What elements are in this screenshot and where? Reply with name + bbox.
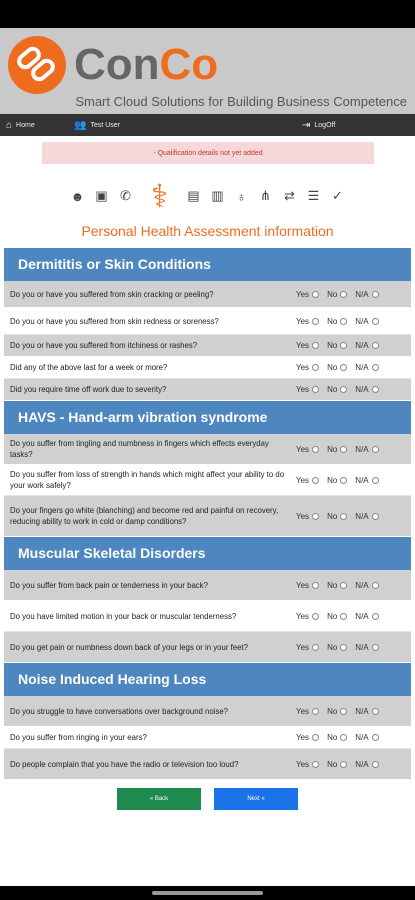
radio-yes[interactable] [312, 386, 319, 393]
radio-yes[interactable] [312, 708, 319, 715]
question-text: Do you get pain or numbness down back of your legs or in your feet? [10, 642, 248, 652]
radio-na[interactable] [372, 644, 379, 651]
option-na-label: N/A [355, 580, 369, 590]
nav-user-label: Test User [90, 121, 121, 129]
assessment-form [0, 248, 415, 780]
question-row [4, 696, 411, 727]
option-na-label: N/A [355, 289, 369, 299]
radio-no[interactable] [340, 513, 347, 520]
option-yes[interactable] [296, 317, 319, 326]
radio-na[interactable] [372, 386, 379, 393]
option-yes[interactable] [296, 290, 319, 299]
logo-text-co: Co [159, 40, 219, 89]
radio-yes[interactable] [312, 318, 319, 325]
option-na[interactable] [355, 733, 378, 742]
section-heading: Dermititis or Skin Conditions [4, 248, 411, 281]
option-no[interactable] [327, 317, 347, 326]
question-text: Do you suffer from back pain or tenderness in your back? [10, 580, 208, 590]
option-no[interactable] [327, 476, 347, 485]
radio-na[interactable] [372, 761, 379, 768]
question-row [4, 465, 411, 496]
header [0, 28, 415, 114]
option-yes[interactable] [296, 385, 319, 394]
option-no[interactable] [327, 445, 347, 454]
nav-user[interactable] [74, 120, 120, 131]
option-yes[interactable] [296, 581, 319, 590]
option-yes-label: Yes [296, 341, 310, 350]
navigation-bar [0, 886, 415, 900]
option-na-label: N/A [355, 759, 369, 769]
clipboard-icon[interactable]: ✓ [332, 188, 343, 203]
option-na[interactable] [355, 385, 378, 394]
option-no-label: No [327, 341, 338, 350]
radio-no[interactable] [340, 446, 347, 453]
question-text: Do you or have you suffered from itchiness or rashes? [10, 341, 198, 350]
option-no[interactable] [327, 581, 347, 590]
question-text: Do people complain that you have the radio or television too loud? [10, 759, 239, 769]
question-row [4, 601, 411, 632]
radio-yes[interactable] [312, 446, 319, 453]
option-na-label: N/A [355, 444, 369, 454]
option-yes-label: Yes [296, 611, 310, 621]
back-button[interactable]: « Back [117, 788, 201, 810]
notice-banner: - Qualification details not yet added [42, 142, 374, 164]
profile-icon[interactable]: ☻ [70, 188, 85, 204]
option-na-label: N/A [355, 733, 369, 742]
answer-options [296, 476, 411, 485]
nav-home[interactable] [6, 120, 35, 131]
page-title: Personal Health Assessment information [81, 223, 334, 239]
option-na-label: N/A [355, 511, 369, 521]
tagline: Smart Cloud Solutions for Building Business Competence [75, 94, 407, 109]
option-yes[interactable] [296, 612, 319, 621]
question-text: Do you suffer from ringing in your ears? [10, 733, 147, 742]
answer-options [296, 363, 411, 372]
option-yes-label: Yes [296, 706, 310, 716]
answer-options [296, 760, 411, 769]
option-na-label: N/A [355, 475, 369, 485]
radio-na[interactable] [372, 364, 379, 371]
question-row [4, 379, 411, 401]
radio-yes[interactable] [312, 364, 319, 371]
document-icon[interactable]: ▥ [211, 188, 224, 203]
radio-yes[interactable] [312, 513, 319, 520]
nav-logoff[interactable] [302, 120, 335, 131]
option-na-label: N/A [355, 706, 369, 716]
option-no-label: No [327, 316, 338, 326]
option-no[interactable] [327, 512, 347, 521]
option-yes[interactable] [296, 733, 319, 742]
radio-no[interactable] [340, 364, 347, 371]
option-no[interactable] [327, 341, 347, 350]
option-no-label: No [327, 444, 338, 454]
option-yes-label: Yes [296, 759, 310, 769]
question-text: Do you or have you suffered from skin cracking or peeling? [10, 289, 214, 299]
sitemap-icon[interactable]: ⋔ [260, 188, 271, 203]
radio-no[interactable] [340, 613, 347, 620]
option-yes[interactable] [296, 643, 319, 652]
option-na-label: N/A [355, 642, 369, 652]
list-icon[interactable]: ☰ [307, 188, 320, 203]
radio-na[interactable] [372, 291, 379, 298]
radio-yes[interactable] [312, 761, 319, 768]
option-no-label: No [327, 706, 338, 716]
option-yes-label: Yes [296, 475, 310, 485]
home-indicator[interactable] [152, 891, 263, 895]
option-no[interactable] [327, 290, 347, 299]
question-row [4, 434, 411, 465]
option-yes[interactable] [296, 512, 319, 521]
radio-no[interactable] [340, 291, 347, 298]
option-no[interactable] [327, 707, 347, 716]
question-row [4, 727, 411, 749]
option-no[interactable] [327, 733, 347, 742]
radio-no[interactable] [340, 582, 347, 589]
logoff-icon: ⇥ [302, 119, 311, 131]
user-icon: 👥 [74, 119, 87, 131]
option-no-label: No [327, 611, 338, 621]
question-text: Do you suffer from loss of strength in hands which might affect your ability to do your work safely? [10, 470, 285, 490]
option-na[interactable] [355, 476, 378, 485]
radio-no[interactable] [340, 386, 347, 393]
question-row [4, 335, 411, 357]
navbar [0, 114, 415, 136]
radio-na[interactable] [372, 513, 379, 520]
radio-na[interactable] [372, 477, 379, 484]
question-text: Do your fingers go white (blanching) and become red and painful on recovery, reducing ability to work in cold or damp conditions? [10, 506, 279, 526]
logo [8, 36, 218, 94]
award-icon[interactable]: ♁ [236, 188, 247, 204]
answer-options [296, 341, 411, 350]
option-na[interactable] [355, 707, 378, 716]
radio-na[interactable] [372, 613, 379, 620]
option-na-label: N/A [355, 316, 369, 326]
option-no-label: No [327, 759, 338, 769]
stethoscope-icon[interactable]: ⚕ [150, 178, 169, 214]
answer-options [296, 733, 411, 742]
question-row [4, 281, 411, 308]
answer-options [296, 317, 411, 326]
option-na-label: N/A [355, 385, 369, 394]
nav-logoff-label: LogOff [314, 121, 336, 129]
radio-yes[interactable] [312, 734, 319, 741]
option-yes[interactable] [296, 760, 319, 769]
option-yes-label: Yes [296, 289, 310, 299]
option-no-label: No [327, 580, 338, 590]
radio-no[interactable] [340, 318, 347, 325]
radio-na[interactable] [372, 446, 379, 453]
option-yes-label: Yes [296, 642, 310, 652]
option-no-label: No [327, 289, 338, 299]
option-no-label: No [327, 733, 338, 742]
phone-icon[interactable]: ✆ [120, 188, 131, 203]
radio-yes[interactable] [312, 613, 319, 620]
option-yes-label: Yes [296, 511, 310, 521]
answer-options [296, 385, 411, 394]
option-yes-label: Yes [296, 733, 310, 742]
option-na[interactable] [355, 512, 378, 521]
question-row [4, 749, 411, 780]
option-no[interactable] [327, 612, 347, 621]
radio-no[interactable] [340, 708, 347, 715]
step-icon-row [0, 172, 415, 220]
question-text: Do you struggle to have conversations over background noise? [10, 706, 229, 716]
exchange-icon[interactable]: ⇄ [284, 188, 295, 203]
briefcase-icon[interactable]: ▤ [187, 188, 200, 203]
radio-no[interactable] [340, 644, 347, 651]
nav-home-label: Home [16, 121, 35, 129]
answer-options [296, 707, 411, 716]
question-row [4, 496, 411, 537]
answer-options [296, 445, 411, 454]
option-na-label: N/A [355, 363, 369, 372]
option-yes[interactable] [296, 476, 319, 485]
answer-options [296, 643, 411, 652]
question-row [4, 308, 411, 335]
question-row [4, 357, 411, 379]
radio-no[interactable] [340, 342, 347, 349]
question-text: Do you have limited motion in your back or muscular tenderness? [10, 611, 237, 621]
option-yes-label: Yes [296, 385, 310, 394]
option-no-label: No [327, 475, 338, 485]
option-na-label: N/A [355, 341, 369, 350]
option-yes-label: Yes [296, 363, 310, 372]
radio-na[interactable] [372, 708, 379, 715]
status-bar [0, 0, 415, 28]
option-no[interactable] [327, 760, 347, 769]
option-no[interactable] [327, 363, 347, 372]
radio-na[interactable] [372, 582, 379, 589]
option-na[interactable] [355, 363, 378, 372]
radio-na[interactable] [372, 342, 379, 349]
option-no[interactable] [327, 643, 347, 652]
option-yes[interactable] [296, 363, 319, 372]
question-text: Do you or have you suffered from skin redness or soreness? [10, 316, 219, 326]
option-yes[interactable] [296, 341, 319, 350]
answer-options [296, 512, 411, 521]
option-yes-label: Yes [296, 316, 310, 326]
question-row [4, 570, 411, 601]
option-na-label: N/A [355, 611, 369, 621]
radio-na[interactable] [372, 318, 379, 325]
option-no-label: No [327, 642, 338, 652]
option-na[interactable] [355, 290, 378, 299]
radio-yes[interactable] [312, 342, 319, 349]
radio-na[interactable] [372, 734, 379, 741]
option-yes[interactable] [296, 707, 319, 716]
option-na[interactable] [355, 341, 378, 350]
option-na[interactable] [355, 643, 378, 652]
section-heading: Noise Induced Hearing Loss [4, 663, 411, 696]
option-na[interactable] [355, 445, 378, 454]
option-na[interactable] [355, 581, 378, 590]
option-no-label: No [327, 511, 338, 521]
radio-no[interactable] [340, 477, 347, 484]
home-icon: ⌂ [6, 119, 13, 131]
option-no-label: No [327, 385, 338, 394]
question-text: Do you suffer from tingling and numbness in fingers which effects everyday tasks? [10, 439, 269, 459]
id-badge-icon[interactable]: ▣ [95, 188, 108, 203]
radio-yes[interactable] [312, 477, 319, 484]
logo-icon [8, 36, 66, 94]
option-yes[interactable] [296, 445, 319, 454]
section-heading: HAVS - Hand-arm vibration syndrome [4, 401, 411, 434]
option-na[interactable] [355, 317, 378, 326]
section-heading: Muscular Skeletal Disorders [4, 537, 411, 570]
radio-yes[interactable] [312, 644, 319, 651]
logo-text-con: Con [74, 40, 160, 89]
radio-yes[interactable] [312, 582, 319, 589]
radio-no[interactable] [340, 734, 347, 741]
option-no-label: No [327, 363, 338, 372]
option-yes-label: Yes [296, 444, 310, 454]
question-text: Did any of the above last for a week or more? [10, 363, 168, 372]
next-button[interactable]: Next » [214, 788, 298, 810]
radio-yes[interactable] [312, 291, 319, 298]
option-yes-label: Yes [296, 580, 310, 590]
radio-no[interactable] [340, 761, 347, 768]
question-row [4, 632, 411, 663]
answer-options [296, 581, 411, 590]
answer-options [296, 290, 411, 299]
option-no[interactable] [327, 385, 347, 394]
option-na[interactable] [355, 760, 378, 769]
question-text: Did you require time off work due to severity? [10, 385, 167, 394]
option-na[interactable] [355, 612, 378, 621]
answer-options [296, 612, 411, 621]
